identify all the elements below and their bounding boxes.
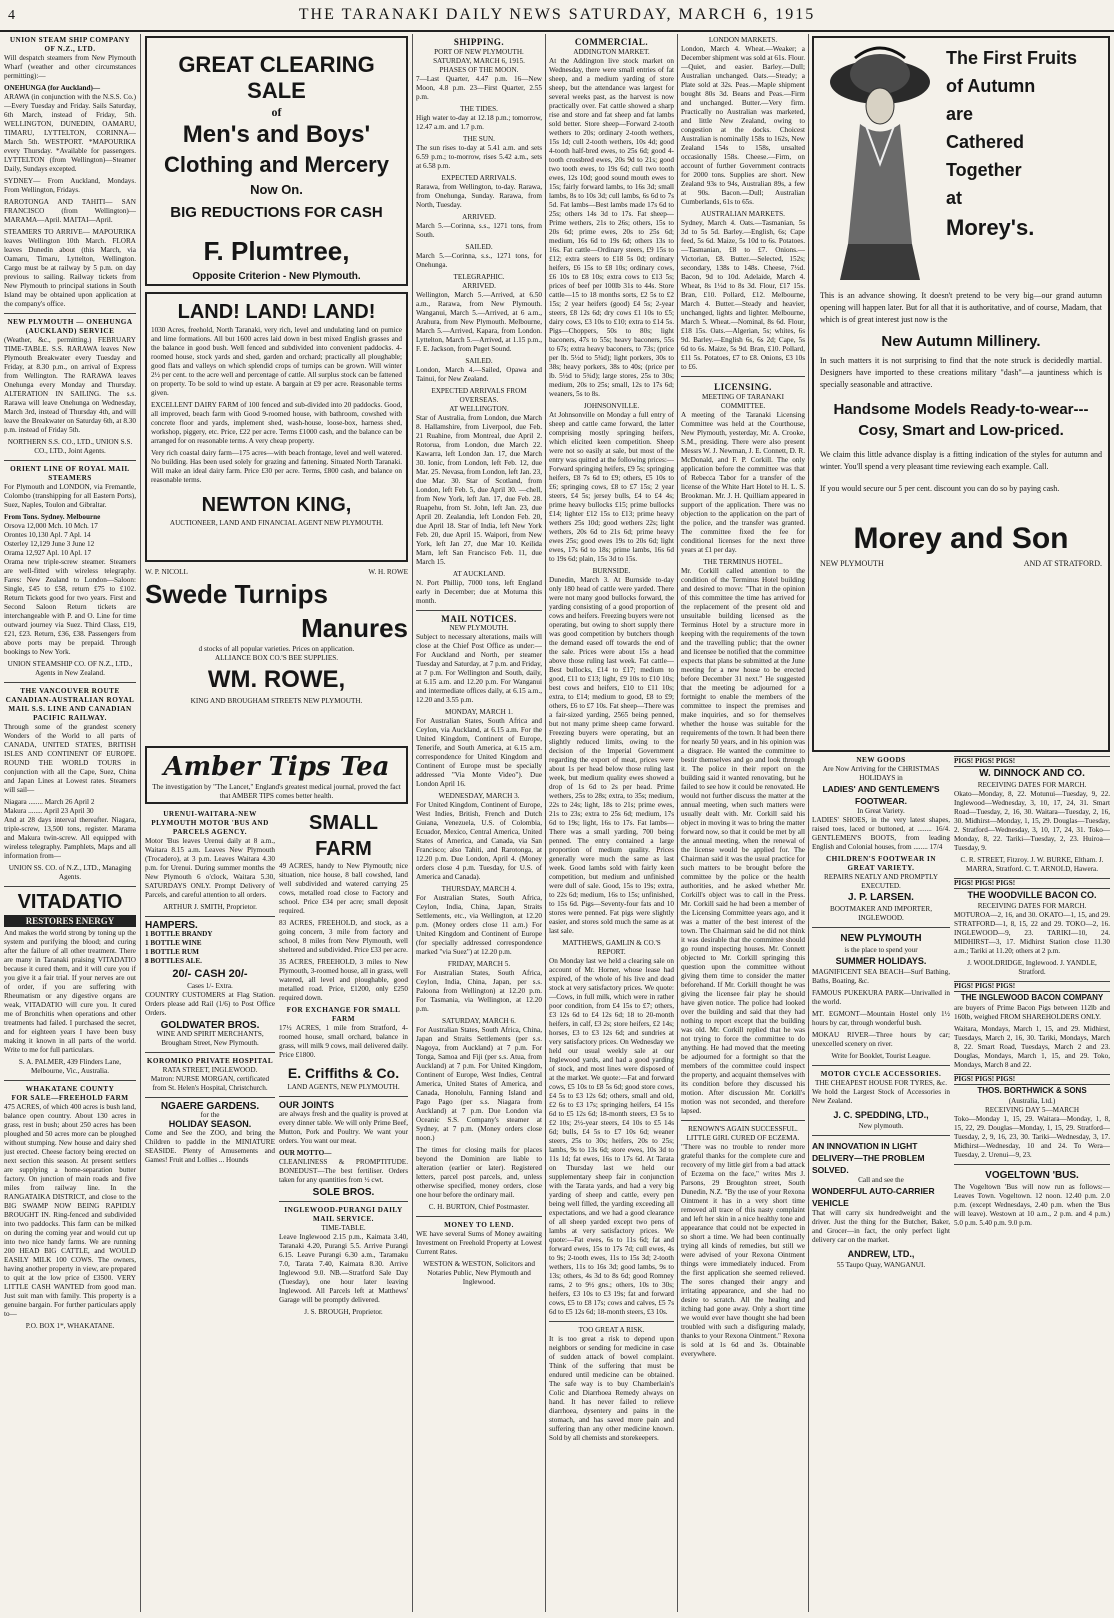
goods-footwear: LADIES' AND GENTLEMEN'S FOOTWEAR. bbox=[822, 784, 940, 806]
ngaere-holiday: HOLIDAY SEASON. bbox=[168, 1119, 252, 1129]
newspaper-title: THE TARANAKI DAILY NEWS SATURDAY, MARCH 6, 1915 bbox=[298, 6, 816, 23]
markets-column bbox=[681, 36, 805, 1612]
ngaere-for: for the bbox=[200, 1111, 220, 1119]
tides-heading: THE TIDES. bbox=[460, 105, 498, 113]
small-farm-item: 49 ACRES, handy to New Plymouth; nice situation, nice house, 8 ball cowshed, land well subdivided and watered carrying 25 cows, metalled road close to Factory and school. Price £34 per acre; small deposit required. bbox=[279, 862, 408, 915]
london-heading: LONDON MARKETS. bbox=[708, 36, 778, 44]
risk-heading: TOO GREAT A RISK. bbox=[578, 1326, 645, 1334]
summer-holidays: SUMMER HOLIDAYS. bbox=[835, 956, 927, 966]
saturday-heading: SATURDAY, MARCH 6. bbox=[442, 1017, 516, 1025]
np-place-text: is the place to spend your bbox=[844, 946, 918, 954]
shipping-date: SATURDAY, MARCH 6, 1915. bbox=[433, 57, 525, 65]
coastal-farm-body: Very rich coastal dairy farm—175 acres—with beach frontage, level and well watered. No building. Has been used solely for grazing and fattening. Situated North Taranaki. Will make an ideal dairy farm. Price £30 per acre. Terms, £800 cash, and balance on reasonable terms. bbox=[151, 449, 402, 484]
commercial-heading: COMMERCIAL. bbox=[574, 37, 649, 47]
mail-heading: MAIL NOTICES. bbox=[441, 614, 517, 624]
vogeltown-body: The Vogeltown 'Bus will now run as follows:— Leaves Town. Vogeltown. 12 noon. 12.40 p.m. 2.0 p.m. (except Wednesdays, 2.40 p.m. when the 'Bus will leave). Westown at 10 a.m., 2 p.m. and 4 p.m.) 5.0 p.m. 5.40 p.m. 9.0 p.m. bbox=[954, 1183, 1110, 1227]
plumtree-address: Opposite Criterion - New Plymouth. bbox=[192, 271, 361, 282]
wednesday-heading: WEDNESDAY, MARCH 3. bbox=[438, 792, 520, 800]
freehold-title: FOR SALE—FREEHOLD FARM bbox=[11, 1094, 129, 1102]
hamper-item: 1 BOTTLE RUM bbox=[145, 948, 199, 956]
beach-text: MAGNIFICENT SEA BEACH—Surf Bathing, Baths, Boating, &c. bbox=[812, 968, 950, 985]
dinnock-sign: C. R. STREET, Fitzroy. J. W. BURKE, Eltham. J. MARRA, Stratford. C. T. ARNOLD, Hawera. bbox=[960, 856, 1104, 873]
arrived-body: March 5.—Corinna, s.s., 1271 tons, from South. bbox=[416, 222, 542, 239]
hamper-item: 8 BOTTLES ALE. bbox=[145, 957, 202, 965]
pukekura-text: FAMOUS PUKEKURA PARK—Unrivalled in the world. bbox=[812, 989, 950, 1006]
sailings-text: ARAWA (in conjunction with the N.S.S. Co.)—Every Tuesday and Friday. Sails Saturday, 6th March, instead of Friday, 5th. WELLINGTON, DUNEDIN, OAMARU, TIMARU, LYTTELTON, CORINNA—March 5th. WESTPORT. *MAPOURIKA every Thursday. *Available for passengers. LYTTELTON (from Wellington)—Steamer Daily, Sundays excepted. bbox=[4, 93, 136, 173]
sun-heading: THE SUN. bbox=[463, 135, 495, 143]
dinnock-sub: RECEIVING DATES FOR MARCH. bbox=[977, 781, 1087, 789]
rarotonga-text: RAROTONGA AND TAHITI— SAN FRANCISCO (from Wellington)— MARAMA—April. MAITAI—April. bbox=[4, 198, 136, 224]
vitadatio-banner: RESTORES ENERGY bbox=[4, 915, 136, 927]
shipping-column bbox=[416, 36, 542, 1612]
divider bbox=[549, 1321, 674, 1322]
innovation-title: AN INNOVATION IN LIGHT DELIVERY—THE PROBLEM SOLVED. bbox=[812, 1141, 925, 1175]
hampers-note: Cases 1/- Extra. bbox=[187, 982, 233, 990]
purangi-body: Leave Inglewood 2.15 p.m., Kaimata 3.40, Taranaki 4.20, Purangi 5.5. Arrive Purangi 6.15. Leave Purangi 6.30 a.m., Taramaku 7.0, Tarata 7.40, Kaimata 8.30. Arrive Inglewood 9.0. NB.—Stratford Sale Day (Tuesday), one hour later leaving Inglewood. All Parcels left at Matthews' Garage will be promptly delivered. bbox=[279, 1233, 408, 1304]
criffiths-sub: LAND AGENTS, NEW PLYMOUTH. bbox=[287, 1083, 400, 1091]
thursday-heading: THURSDAY, MARCH 4. bbox=[441, 885, 517, 893]
auto-carrier-body: That will carry six hundredweight and the driver. Just the thing for the Butcher, Baker, and Grocer—in fact, the only perfect light delivery car on the market. bbox=[812, 1209, 950, 1244]
nicoll-name: W. P. NICOLL bbox=[145, 568, 188, 576]
ff-line: at bbox=[946, 188, 963, 208]
clearing-line2: Clothing and Mercery bbox=[164, 152, 389, 177]
vancouver-row: Makura ........ April 23 April 30 bbox=[4, 807, 94, 815]
goldwater-address: Brougham Street, New Plymouth. bbox=[161, 1039, 259, 1047]
andrew-address: 55 Taupo Quay, WANGANUI. bbox=[836, 1261, 926, 1269]
rexona-body: "There was no trouble to render more grateful thanks for the complete cure and recovery of my little girl from a bad attack of Eczema on the face," writes Mrs J. Parsons, 29 Broughton street, South Dunedin, N.Z. "By the use of your Rexona Ointment it has in a very short time removed all trace of this nasty complaint and left her skin in a nice healthy tone and appearance that could not be expected in so short a time. We had been continually trying all kinds of remedies, but still we were advised of your Rexona Ointment things were immediately induced. From the first application she seemed relieved. The sores changed their angry and irritating appearance, and she had no desire to scratch. All the healing and itching had gone away. Only a short time we would ever have thought she had been troubled with such a disfiguring malady, thanks to your Rexona Ointment." Rexona is sold at 1s 6d and 3s. Obtainable everywhere. bbox=[681, 1143, 805, 1358]
stocks-text: d stocks of all popular varieties. Prices on application. bbox=[198, 645, 355, 653]
new-millinery: New Autumn Millinery. bbox=[881, 333, 1041, 350]
pigs-heading: PIGS! PIGS! PIGS! bbox=[954, 981, 1110, 992]
ngaere-body: Come and See the ZOO, and bring the Children to paddle in the MINIATURE SEASIDE. Plenty of Amusements and Games! Fruit and Lollies ... Hounds bbox=[145, 1129, 275, 1164]
mail-np-heading: NEW PLYMOUTH. bbox=[449, 624, 509, 632]
friday-heading: FRIDAY, MARCH 5. bbox=[447, 960, 511, 968]
orient-body: For Plymouth and LONDON, via Fremantle, Colombo (transhipping for all Eastern Ports), Suez, Naples, Toulon and Gibraltar. bbox=[4, 483, 136, 509]
woodville-sub: RECEIVING DATES FOR MARCH. bbox=[977, 902, 1087, 910]
vitadatio-sign: S. A. PALMER, 439 Flinders Lane, Melbourne, Vic., Australia. bbox=[18, 1058, 122, 1075]
whakatane-title: WHAKATANE COUNTY bbox=[25, 1085, 115, 1093]
pigs-column bbox=[954, 756, 1110, 1270]
exchange-title: FOR EXCHANGE FOR SMALL FARM bbox=[286, 1006, 401, 1023]
borthwick-sub: (Australia, Ltd.) bbox=[1008, 1097, 1056, 1105]
ff-line: The First Fruits bbox=[946, 48, 1078, 68]
lower-col6 bbox=[812, 756, 1110, 1270]
motto-body: CLEANLINESS & PROMPTITUDE. BONEDUST—The best fertiliser. Orders taken for any quantities from ½ cwt. bbox=[279, 1158, 408, 1184]
moon-body: 7—Last Quarter, 4.47 p.m. 16—New Moon, 4.8 p.m. 23—First Quarter, 2.55 p.m. bbox=[416, 75, 542, 101]
morey-stratford: AND AT STRATFORD. bbox=[1023, 559, 1102, 568]
clearing-cash: BIG REDUCTIONS FOR CASH bbox=[170, 204, 383, 221]
divider bbox=[681, 1120, 805, 1121]
country-orders: COUNTRY CUSTOMERS at Flag Station. Orders please add Rail (1/6) to Post Office Orders. bbox=[145, 991, 275, 1017]
divider bbox=[4, 313, 136, 314]
burnside-heading: BURNSIDE. bbox=[592, 567, 631, 575]
aust-heading: AUSTRALIAN MARKETS. bbox=[701, 210, 785, 218]
sole-bros: SOLE BROS. bbox=[312, 1187, 375, 1198]
divider bbox=[812, 1065, 950, 1066]
timetable-title: TIME-TABLE. bbox=[321, 1224, 366, 1232]
borthwick-body: Toko—Monday 1, 15, 29. Waitara—Monday, 1, 8, 15, 22, 29. Douglas—Monday, 1, 15, 29. Stratford—Tuesday, 2, 9, 16, 23, 30. Tariki—Wednesday, 3, 17. Midhirst—Wednesday, 10 and 24. To Wera—Tuesday, 2. Urenui—9, 23. bbox=[954, 1115, 1110, 1159]
morey-ad bbox=[812, 36, 1110, 752]
hat-lady-illustration bbox=[820, 44, 940, 284]
lower-ads bbox=[145, 810, 408, 1317]
borthwick-name: THOS. BORTHWICK & SONS bbox=[977, 1086, 1087, 1095]
ngaere-title: NGAERE GARDENS. bbox=[160, 1101, 260, 1112]
wm-rowe: WM. ROWE, bbox=[207, 666, 346, 693]
motto-title: OUR MOTTO— bbox=[279, 1149, 332, 1157]
koromiko-title: KOROMIKO PRIVATE HOSPITAL bbox=[146, 1057, 274, 1065]
vogeltown-title: VOGELTOWN 'BUS. bbox=[985, 1170, 1079, 1181]
saturday-body: For Australian States, South Africa, China, Japan and Straits Settlements (per s.s. Nagoya, from Auckland) at 7 p.m. For Tonga, Samoa and Fiji (per s.s. Atua, from Auckland) at 7 p.m. For United Kingdom, Continent of Europe, West Indies, Central America, United States of America, and Canada, Honolulu, Fanning Island and Pago Pago (per s.s. Niagara from Auckland) at 7 p.m. Due London via Oceanic S.S. Company's steamer at Sydney, at 7 p.m. (Money orders close noon.) bbox=[416, 1026, 542, 1142]
arrive-text: STEAMERS TO ARRIVE— MAPOURIKA leaves Wellington 10th March. FLORA leaves Dunedin about (this March, via Oamaru, Timaru, Lyttelton, Wellington. Cargo must be at railway by 5 p.m. on day previous to sailing. Railway tickets from New Plymouth to principal stations in South Island may be obtained upon application at the company's office. bbox=[4, 228, 136, 308]
ff-line: Morey's. bbox=[946, 215, 1035, 240]
union-intro: Will despatch steamers from New Plymouth Wharf (weather and other circumstances permitting):— bbox=[4, 54, 136, 80]
divider bbox=[279, 1096, 408, 1097]
divider bbox=[4, 1080, 136, 1081]
orient-row: Orsova 12,000 Mch. 10 Mch. 17 bbox=[4, 522, 98, 530]
commercial-column bbox=[549, 36, 674, 1612]
union-title: UNION STEAM SHIP COMPANY OF N.Z., LTD. bbox=[9, 36, 131, 53]
arrived-heading: ARRIVED. bbox=[462, 213, 496, 221]
divider bbox=[681, 376, 805, 377]
divider bbox=[4, 886, 136, 887]
money-lend-sign: WESTON & WESTON, Solicitors and Notaries Public, New Plymouth and Inglewood. bbox=[422, 1260, 535, 1286]
discount-text: If you would secure our 5 per cent. discount you can do so by paying cash. bbox=[820, 484, 1060, 493]
orient-row: Orontes 10,130 Apl. 7 Apl. 14 bbox=[4, 531, 91, 539]
hampers-price: 20/- CASH 20/- bbox=[172, 968, 248, 980]
monday-body: For Australian States, South Africa and Ceylon, via Auckland, at 6.15 a.m. For the United Kingdom, Continent of Europe, Tenerife, and South America, at 6.15 a.m. correspondence for United Kingdom and Continent of Europe must be specially addressed "Via Monte Video"). Due London April 16. bbox=[416, 717, 542, 788]
column-rule bbox=[545, 34, 546, 1612]
vitadatio-body: And makes the world strong by toning up the system and purifying the blood; and curing after the failure of all other treatment. There are many in Taranaki praising VITADATIO because it cured them, and it will cure you if you give it a fair trial. If your nerves are out of order, if you are suffering with Rheumatism or any digestive organs are weak, VITADATIO will cure you. It cured me of Bronchitis when operations and other treatments had failed. I purchased the secret, and for eighteen years I have been busy making it known in all parts of the world. Write to me for full particulars. bbox=[4, 929, 136, 1054]
urenui-sign: ARTHUR J. SMITH, Proprietor. bbox=[163, 903, 257, 911]
wellington-heading: AT WELLINGTON. bbox=[449, 405, 509, 413]
woodville-body: MOTUROA—2, 16, and 30. OKATO—1, 15, and 29. STRATFORD—1, 8, 15, 22 and 29. TOKO—2, 16. INGLEWOOD—9, 23. TARIKI—10, 24. MIDHIRST—3, 17. Midhirst Station close 11.30 a.m.; Tariki at 11.20; others at 2 p.m. bbox=[954, 911, 1110, 955]
dairy-farm-body: EXCELLENT DAIRY FARM of 100 fenced and sub-divided into 20 paddocks. Good, all improved, beach farm with Good 9-roomed house, with bathroom, cowshed with concrete floor and yards, implement shed, wash-house, loose-box, harness shed, workshop, piggery, etc. Price, £22 per acre. Terms £1000 cash, and the balance can be arranged for on reasonable terms. A very cheap property. bbox=[151, 401, 402, 445]
first-fruits-text bbox=[946, 44, 1102, 284]
mail-body: Subject to necessary alterations, mails will close at the Chief Post Office as under:— For Auckland and North, per steamer Tuesday and Saturday, at 7 p.m. and Friday, at 7 p.m. For Wellington and South, daily, at 6.15 a.m. and 12.20 p.m. For Wanganui and intermediate offices daily, at 6.15 a.m., 12.20 and 3.55 p.m. bbox=[416, 633, 542, 704]
clearing-now: Now On. bbox=[250, 182, 303, 197]
london-body: London, March 4. Wheat.—Weaker; a December shipment was sold at 61s. Flour.—Quiet, and easier. Barley.—Dull; Australian unchanged. Oats.—Steady; a Plate sold at 32s. Peas.—Maple shipment bought 80s 3d. Beans and Peas.—Firm and unchanged. Butter.—Very firm. Practically no Australian was marketed, and little New Zealand, owing to congestion at the docks. Choicest Australian is nominally 158s to 162s, New Zealand 154s to 158s, unsalted occasionally 158s. Cheese.—Firm, on account of further Government contracts for 2000 tons. Supplies are short. New Zealand 93s to 94s, Australian 89s, a few at 90s. Bacon.—Dull; Australian Cumberlands, 61s to 65s. bbox=[681, 45, 805, 206]
land-title: LAND! LAND! LAND! bbox=[177, 301, 376, 323]
goods-body: LADIES' SHOES, in the very latest shapes, raised toes, laced or buttoned, at ........ 16/4. GENTLEMEN'S BOOTS, from leading English and Colonial houses, from ........ 17/4 bbox=[812, 816, 950, 851]
divider bbox=[279, 1201, 408, 1202]
hat-illustration bbox=[820, 44, 940, 284]
licensing-heading: LICENSING. bbox=[714, 382, 772, 392]
divider bbox=[812, 927, 950, 928]
purangi-title: INGLEWOOD-PURANGI DAILY MAIL SERVICE. bbox=[284, 1206, 403, 1223]
money-lend-heading: MONEY TO LEND. bbox=[444, 1221, 514, 1229]
shipping-ads-column bbox=[4, 36, 136, 1612]
goods-variety: In Great Variety. bbox=[857, 807, 905, 815]
swede-turnips: Swede Turnips bbox=[145, 579, 328, 609]
divider bbox=[416, 1216, 542, 1217]
urenui-body: Motor 'Bus leaves Urenui daily at 8 a.m., Waitara 8.15 a.m. Leaves New Plymouth (Trocadero), at 3 p.m. Leaves Waitara 4.30 p.m. for Urenui. During summer months the New Plymouth 6 o'clock, Waitara 5.30, SATURDAYS ONLY. Prompt Delivery of Parcels, and careful attention to all orders. bbox=[145, 837, 275, 899]
amber-tips-body: The investigation by "The Lancet," England's greatest medical journal, proved the fact that AMBER TIPS comes better health. bbox=[152, 783, 401, 800]
dinnock-body: Okato—Monday, 8, 22. Motunui—Tuesday, 9, 22. Inglewood—Wednesday, 3, 10, 17, 24, 31. Smart Road—Tuesday, 2, 16, 30. Waitara—Tuesday, 2, 16, 30. Midhirst—Monday, 1, 15, 29. Douglas—Tuesday, 2. Stratford—Wednesday, 3, 10, 17, 24, 31. Toko—Monday, 8, 22. Tariki—Tuesday, 2, 23. Huiroa—Tuesday, 9. bbox=[954, 790, 1110, 852]
goods-column bbox=[812, 756, 950, 1270]
column-rule bbox=[140, 34, 141, 1612]
overseas-heading: EXPECTED ARRIVALS FROM OVERSEAS. bbox=[431, 387, 527, 404]
risk-body: It is too great a risk to depend upon neighbors or sending for medicine in case of sudden attack of bowel complaint. Think of the suffering that must be endured until medicine can be obtained. The safe way is to buy Chamberlain's Colic and Diarrhoea Remedy always on hand. It has never failed to relieve diarrhoea, dysentery and pains in the stomach, and has saved more pain and suffering than any other medicine known. Sold by all chemists and storekeepers. bbox=[549, 1335, 674, 1442]
booklet-text: Write for Booklet, Tourist League. bbox=[831, 1052, 931, 1060]
moon-heading: PHASES OF THE MOON. bbox=[439, 66, 519, 74]
divider bbox=[4, 460, 136, 461]
pigs-heading: PIGS! PIGS! PIGS! bbox=[954, 878, 1110, 889]
np-agents: NORTHERN S.S. CO., LTD., UNION S.S. CO., LTD., Joint Agents. bbox=[7, 438, 133, 455]
friday-body: For Australian States, South Africa, Ceylon, India, China, Japan, per s.s. Paloona from Wellington) at 12.20 p.m. For Tasmania, via Wellington, at 12.20 p.m. bbox=[416, 969, 542, 1013]
alliance-text: ALLIANCE BOX CO.'S BEE SUPPLIES. bbox=[214, 654, 339, 662]
rowe-initials: W. H. ROWE bbox=[368, 568, 408, 576]
koromiko-address: RATA STREET, INGLEWOOD. bbox=[162, 1066, 258, 1074]
overseas-body: Star of Australia, from London, due March 8. Hallamshire, from Liverpool, due Feb. 21 Ruahine, from Montreal, due April 2. Rotorua, from London, due March 22. Kawarra, left London Jan. 17, due March 30. Ionic, from London, left Feb. 12, due Mar. 25. Nevasa, from London, left Jan. 23, due Mar. 30. Star of Scotland, from London, left Feb. 5, due April 30. —chell, from New York, left Jan. 17, due Feb. 28. Ruapehu, from St. John, left Jan. 23, due April 20. Zealandia, left London Feb. 20, due April 18. Star of India, left New York Feb. 20, due April 15. Waipori, from New York, left Jan 27, due Mar 10. Keilida Marn, left San Francisco Feb. 11, due March 15. bbox=[416, 414, 542, 566]
land-ad bbox=[145, 292, 408, 562]
matthews-body: On Monday last we held a clearing sale on account of Mr. Horner, whose lease had expired, of the whole of his live and dead stock at very satisfactory prices. We quote:—Cows, in full milk, which were in rather poor condition, from £4 15s to £7; others, £3 12s 6d to £4 12s 6d; 18 to 20-month heifers, in calf, £3 2s; store heifers, £2 14s; horses, £3 to £3 12s 6d; and sundries at very satisfactory prices. On Wednesday we held our usual weekly sale at our Inglewood yards, and had a good yarding of stock, and most lines were disposed of at the market. We quote:—Fat and forward cows, £5 10s to £8 5s 6d; good store cows, £4 5s to £3 12s 6d; others, small and old, £2 6s to £3 17s; springing heifers, £4 15s 6d to £5 12s 6d; 18-month steers, £3 5s to £2 10s; 2½-year steers, £4 10s to £5 14s 6d; bulls, £4 5s to £7 10s 6d; weaner steers, 25s to 30s; heifers, 20s to 25s; lambs, 9s to 13s 6d; store ewes, 10s 3d to 11s 1d; fat ewes, 16s to 17s 6d. At Tarata on Thursday last we held our supplementary sheep fair in conjunction with the Tarata yards, and had a very big yarding of sheep and cattle, every pen being well filled, the yarding exceeding all expectations, and we had a good clearance of all sheep yarded except two pens of lambs at very satisfactory prices. We quote:—Fat ewes, 6s to 11s 6d; fat and forward ewes, 15s to 17s 7d; cull ewes, 4s to 9s; 2-tooth ewes, 11s to 15s 3d; 2-tooth wethers, 11s to 16s 3d; good lambs, 9s to 13s; others, 4s 3d to 8s 6d; good Romney rams, 2 to 9½ gns.; others, 10s to 30s; heifers, £3 10s to £3 19s; fat and forward cows, £5 to £8 17s; cows and calves, £5 7s 6d to £5 12s 6d; 18-month steers, £3 10s. bbox=[549, 957, 674, 1316]
closing-note: The times for closing mails for places beyond the Dominion are liable to alteration (earlier or later). Registered letters, parcel post parcels, and, unless otherwise specified, money orders, close one hour before the ordinary mail. bbox=[416, 1146, 542, 1199]
criffiths-name: E. Criffiths & Co. bbox=[287, 1065, 400, 1081]
stock-held-text: We hold the Largest Stock of Accessories in New Zealand. bbox=[812, 1088, 950, 1105]
terminus-body: Mr. Corkill called attention to the condition of the Terminus Hotel building and desired to move: "That in the opinion of this committee the time has arrived for the replacement of the present old and unsuitable building licensed as the Terminus Hotel by a structure more in keeping with the requirements of the town and the travelling public; that the owner and licensee be notified that the committee expects that plans be submitted at the June meeting for a new house to be erected before December 31 next." He suggested that the meeting be adjourned for a fortnight to enable the members of the committee to inspect the premises and make inquiries, and so for themselves whether the house was suitable for the requirements of the town. It had been there for nearly 50 years, and in his opinion was a disgrace. He wanted the committee to bestir themselves and go and look through it. The police in their report on the building said it wanted renovating, but he failed to see how it could be renovated. He would not further discuss the matter at the annual meeting, when such matters were usually dealt with. Mr. Corkill said his object in moving it was to bring the matter forward now, so that it could be met by all the annual meeting, when the renewal of the license would be applied for. The Chairman said it was the usual practice for such matters to be brought before the committee by the police or the health authorities, and he asked whether Mr. Corkill's object was to call in the Press. Mr. Corkill said he had been a member of the Licensing Committee years ago, and it was a matter of the best interest of the town. The Chairman said he did not think it was desirable that the committee should go round inspecting houses. Mr. Connett objected to Mr. Corkill springing this question upon the committee without giving them time to consider the matter beforehand. If Mr. Corkill thought he was giving the licensee fair play he should have given notice. The police had looked over the building and said that they had nothing to report except that the building was old. Mr. Corkill replied that he was not trying to force the committee to do anything. He had moved that the meeting be adjourned for a fortnight so that the members of the committee could inspect the property, and acquaint themselves with its condition before they discussed his motion. After discussion Mr. Corkill's motion was not seconded, and therefore lapsed. bbox=[681, 567, 805, 1115]
freehold-body: 475 ACRES, of which 400 acres is bush land, balance open country. About 130 acres in grass, rest in bush; about 250 acres has been ploughed and 50 acres more can be ploughed without stumping. New house and dairy shed just erected. Cheese factory being erected on next section this season. At present settlers are supplying a home-separation butter factory. On junction of main roads and five miles from railway line. In the RANGATAIKA DISTRICT, and close to the BIG SWAMP NOW BEING RAPIDLY BROUGHT IN. Ring-fenced and subdivided into two paddocks. This farm can be milked on during the coming year and would cut up into two nice handy farms. We are running 200 HEAD BIG CATTLE, and WOULD EASILY MILK 100 COWS. The owners, having another property in view, are prepared to quit at the low price of £3500. VERY LITTLE CASH WANTED from good man. Just suit man with family. This property is a genuine bargain. For further particulars apply to— bbox=[4, 1103, 136, 1318]
hamper-item: 1 BOTTLE WINE bbox=[145, 939, 202, 947]
repairs-text: REPAIRS NEATLY AND PROMPTLY EXECUTED. bbox=[823, 873, 939, 890]
orient-table-head: From Tons. Sydney. Melbourne bbox=[4, 513, 101, 521]
divider bbox=[145, 916, 275, 917]
orient-agent: UNION STEAMSHIP CO. OF N.Z., LTD., Agents in New Zealand. bbox=[7, 660, 133, 677]
sailed-heading: SAILED. bbox=[465, 243, 493, 251]
millinery-body: In such matters it is not surprising to find that the note struck is decidedly martial. Designers have imported to these creations military "dash"—a jauntiness which is specially seasonable and attractive. bbox=[820, 356, 1102, 389]
ff-line: are bbox=[946, 104, 974, 124]
sailed-body: March 5.—Corinna, s.s., 1271 tons, for Onehunga. bbox=[416, 252, 542, 269]
shipping-heading: SHIPPING. bbox=[453, 37, 505, 47]
clearing-of: of bbox=[271, 105, 282, 119]
np-service-body: (Weather, &c., permitting.) FEBRUARY TIME-TABLE. S.S. RARAWA leaves New Plymouth Breakwater every Tuesday and Friday, at 8.30 p.m., on arrival of Express from Wellington. The RARAWA leaves Onehunga every Monday and Thursday. ALTERATION IN SAILING. The s.s. Rarawa will leave Onehunga on Wednesday, March 3rd, instead of Thursday 4th, and will leave the Breakwater on Saturday 6th, at 8.30 p.m. instead of Friday 5th. bbox=[4, 336, 136, 434]
rowe-ad bbox=[145, 568, 408, 746]
ff-body: This is an advance showing. It doesn't pretend to be very big—our grand autumn opening will happen later. But for all that it is authoritative, and of course, Madam, that which is of great interest just now is the bbox=[820, 291, 1102, 324]
manures: Manures bbox=[301, 613, 408, 643]
plumtree-name: F. Plumtree, bbox=[203, 236, 350, 266]
wednesday-body: For United Kingdom, Continent of Europe, West Indies, British, French and Dutch Guiana, Venezuela, U.S. of Colombia, Ecuador, Mexico, Central America, United States of America, and Canada, via San Francisco; also Tahiti, and Rarotonga, at 12.20 p.m. Due London, April 4. (Money orders close 4 p.m. Tuesday, for U.S. of America and Canada). bbox=[416, 801, 542, 881]
goldwater-name: GOLDWATER BROS. bbox=[160, 1020, 260, 1031]
sydney-text: SYDNEY— From Auckland, Mondays. From Wellington, Fridays. bbox=[4, 177, 136, 194]
auckland-heading: AT AUCKLAND. bbox=[452, 570, 506, 578]
matthews-heading: MATTHEWS, GAMLIN & CO.'S REPORT. bbox=[562, 939, 661, 956]
woodville-name: THE WOODVILLE BACON CO. bbox=[967, 890, 1097, 900]
monday-heading: MONDAY, MARCH 1. bbox=[445, 708, 513, 716]
addington-body: At the Addington live stock market on Wednesday, there were small entries of fat sheep, and a medium yarding of store sheep, but the attendance was largest for several weeks past, as the harvest is now practically over. Fat cattle showed a sharp rise and store and fat sheep and fat lambs sold better. Store sheep—Forward 2-tooth wethers to 20s; ordinary 2-tooth wethers, 15s 1d; cull 2-tooth wethers, 10s 4d; good 4-tooth half-bred ewes, to 25s 6d; good 4-tooth crossbred ewes, 20s 9d to 21s; good two tooth ewes, to 19s 6d; cull two tooth ewes, 12s 10d; good sound mouth ewes to 15s; fairly forward lambs, to 16s 3d; small lambs, 8s to 10s 3d; cull lambs, 6s 6d to 7s 5d. Fat lambs—Best lambs made 17s 6d to 25s; others 14s 3d to 17s. Fat sheep—Prime wethers, 21s to 26s; others, 15s to 20s 6d; prime ewes, 20s to 25s 6d; medium, 16s 6d to 19s 6d; others 13s to 16s. Fat cattle—Ordinary steers, £9 15s to £12; extra steers to £18 5s 0d; ordinary heifers, £6 15s to £8 10s; ordinary cows, £6 10s to £8 10s; extra cows to £13 5s; prices of beef per 100lb 31s to 44s. Store cattle—15 to 18 months sorts, £2 5s to £2 15s; 2 year heifers (good) £4 5s; 2-year steers, £8 12s 6d; dry cows £1 10s to £5; dairy cows, £3 10s to £10; extra to £14 5s. Pigs—Choppers, 50s to 80s; light baconers, 47s to 55s; heavy baconers, 55s to 67s; extra heavy baconers, to 73s; (price per lb. 5½d to 5¾d); light porkers, 30s to 38s; heavy porkers, 38s to 40s; (price per lb. 5½d to 5¾d); large stores, 25s to 30s; medium, 20s to 25s; small, 12s to 17s 6d; weaners, 5s to 8s. bbox=[549, 57, 674, 398]
display-ads-column bbox=[145, 36, 408, 1612]
vitadatio-title: VITADATIO bbox=[17, 891, 123, 913]
vancouver-row: Niagara ........ March 26 April 2 bbox=[4, 798, 95, 806]
np-holidays-title: NEW PLYMOUTH bbox=[840, 933, 922, 944]
spedding-name: J. C. SPEDDING, LTD., bbox=[833, 1110, 929, 1120]
larsen-name: J. P. LARSEN. bbox=[848, 892, 914, 903]
newton-king-name: NEWTON KING, bbox=[201, 494, 352, 516]
childrens-footwear: CHILDREN'S FOOTWEAR IN GREAT VARIETY. bbox=[825, 855, 937, 872]
cheapest-text: THE CHEAPEST HOUSE FOR TYRES, &c. bbox=[814, 1079, 948, 1087]
masthead bbox=[0, 0, 1114, 30]
hampers-title: HAMPERS. bbox=[145, 920, 198, 931]
exchange-body: 17½ ACRES, 1 mile from Stratford, 4-roomed house, small orchard, balance in grass, will milk 9 cows, mail delivered daily. Price £1800. bbox=[279, 1024, 408, 1059]
aust-body: Sydney, March 4. Oats.—Tasmanian, 5s 3d to 5s 5d. Barley.—English, 6s; Cape feed, 5s 6d. Maize, 5s 10d to 6s. Potatoes.—Tasmanian, £8 to £7. Onions.—Victorian, £8. Butter.—Selected, 152s; secondary, 138s to 148s. Cheese, 7½d. Bacon, 9d to 10d. Adelaide, March 4. Wheat, 8s 1½d to 8s 3d. Flour, £17 15s. Bran, £10. Pollard, £12. Melbourne, March 4. Butter.—Steady and heavier, unchanged, lights and lighter. Melbourne, March 5. Wheat.—Nominal, 8s 6d. Flour, £18 15s. Oats.—Algerian, 5s; whites, 6s 9d. Barley.—English 6s, 6s 2d; Cape, 5s 6d to 6s. Maize, 5s 9d. Bran, £10. Pollard, £11 5s. Potatoes, £7 to £8. Onions, £3 10s to £6. bbox=[681, 219, 805, 371]
vancouver-agent: UNION SS. CO. of N.Z., LTD., Managing Agents. bbox=[8, 864, 132, 881]
rexona-heading: RENOWN'S AGAIN SUCCESSFUL. LITTLE GIRL CURED OF ECZEMA. bbox=[686, 1125, 800, 1142]
joints-body: are always fresh and the quality is proved at every dinner table. We will only Prime Beef, Mutton, Pork and Poultry. We want your orders. You want our meat. bbox=[279, 1110, 408, 1145]
burnside-body: Dunedin, March 3. At Burnside to-day only 180 head of cattle were yarded. There were not many good bullocks forward, the yarding consisting of a good proportion of cows and heifers. Freezing buyers were not operating, but owing to short supply there was good competition by butchers though the demand eased off towards the end of the sale. Prices were about 15s a head above those ruling last week. Fat cattle—Best bullocks, £14 to £17; medium to good, £11 to £13; light, £9 10s to £10 10s; best cows and heifers, £10 to £11 10s; extra, to £14; medium to good, £8 to £9; others, £6 to £7 10s. Fat sheep—There was a fair-sized yarding, 2565 being penned, but not many prime sheep came forward. Freezing buyers were operating, but an slightly reduced limits, owing to the decision of the Imperial Government regarding the export of meat, prices were about 1s per head below those ruling last week, but medium quality ewes showed a drop of 1s 6d to 2s per head. Prime wethers, 25s to 28s; extra, to 35s; medium, 22s to 24s; light, 18s to 21s; prime ewes, 21s to 23s; extra to 25s 6d; medium, 17s 6d to 19s; light, 16s to 17s. Fat lambs—There was a small yarding, 700 being penned. The entry contained a large proportion of medium quality. Prices generally were much the same as last week. Good lambs sold with fairly keen competition, but medium and unfinished were dull of sale. Good, 15s to 19s; extra, to 22s 6d; medium, 16s to 15s; unfinished, to 15s 6d. Pigs—Seventy-four fats and 10 stores were penned. Fat pigs were slightly easier, and stores sold much the same as at last sale. bbox=[549, 576, 674, 935]
masthead-rule bbox=[0, 30, 1114, 32]
licensing-body: A meeting of the Taranaki Licensing Committee was held at the Courthouse, New Plymouth, yesterday, Mr. A. Crooke, S.M., presiding. There were also present Messrs W. J. Newman, J. E. Connett, D. R. McDonald, and F. P. Corkill. The only application before the committee was that of Rebecca Tabor for a transfer of the license of the White Hart Hotel to H. L. S. Brookman. Mr. J. H. Quilliam appeared in support of the application. There was no objection to the application on the part of the police, and the transfer was granted. The committee fixed the fee for conditional licenses for the next three years at £1 per day. bbox=[681, 411, 805, 554]
call-see-text: Call and see the bbox=[858, 1176, 904, 1184]
tel-arrived-body: Wellington, March 5.—Arrived, at 6.50 a.m., Rarawa, from New Plymouth. Wanganui, March 5.—Arrived, at 6 a.m., Arahura, from New Plymouth. Melbourne, March 5.—Arrived, Kapara, from London. Lyttelton, March 5.—Arrived, at 1.15 p.m., F. E. Jackson, from Puget Sound. bbox=[416, 291, 542, 353]
morey-son: Morey and Son bbox=[853, 522, 1069, 555]
clearing-sale-ad bbox=[145, 36, 408, 286]
expected-heading: EXPECTED ARRIVALS. bbox=[441, 174, 517, 182]
telegraphic-heading: TELEGRAPHIC. bbox=[453, 273, 505, 281]
orient-note: Orama new triple-screw steamer. Steamers are well-fitted with wireless telegraphy. Fares: New Zealand to London—Saloon: Single, £45 to £58, return £75 to £102. Return Tickets good for two years. First and Second Saloon Return tickets are interchangeable with P. and O. Line for time outward journey via Suez. Third Class, £19, £21, £23. Return, £36, £38. Passengers from above ports may be prepaid. Through bookings to New York. bbox=[4, 558, 136, 656]
orient-title: ORIENT LINE OF ROYAL MAIL STEAMERS bbox=[10, 465, 130, 482]
andrew-name: ANDREW, LTD., bbox=[847, 1249, 915, 1259]
tel-sailed-heading: SAILED. bbox=[465, 357, 493, 365]
johnsonville-body: At Johnsonville on Monday a full entry of sheep and cattle came forward, the latter comprising mostly springing heifers, which elicited keen competition. Sheep were not so easily at sale, but most of the entry was quitted at the following prices:—Forward springing heifers, £9 5s; springing heifers, £8 7s 6d to £9; others, £5 10s to £6; springing cows, £8 to £7 15s; 2 year steers, £4 5s; jersey bulls, £4 to £4 4s; prime heavy bullocks £15; prime bullocks £14; lighter £12 15s to £13; prime heavy wethers 25s 10d; good wethers 22s; light wethers, 20s 6d to 21s 6d; prime heavy ewes 25s; good ewes 19s to 20s 6d; light ewes, 17s 6d to 18s; prime lambs, 16s 6d to 19s 6d; plain, 15s 3d to 15s. bbox=[549, 411, 674, 563]
newton-king-sub: AUCTIONEER, LAND AND FINANCIAL AGENT NEW PLYMOUTH. bbox=[169, 519, 384, 527]
divider bbox=[812, 1135, 950, 1136]
land-body: 1030 Acres, freehold, North Taranaki, very rich, level and undulating land on pumice and lime formations. All but 1600 acres laid down in best mixed English grasses and the balance in good bush. Well fenced and subdivided into convenient paddocks. 4-roomed house, stock yards and shed, garden and orchard; practically all ploughable; good flats and valleys on which splendid crops of turnips can be grown. Will winter 2½ per cent. to the acre well and percentage of cattle. All surplus stock can be fattened on property. To be sold to wind up estate. A bargain at £9 per acre. Reasonable terms given. bbox=[151, 326, 402, 397]
amber-tips-ad bbox=[145, 746, 408, 804]
claim-text: We claim this little advance display is a fitting indication of the styles for autumn and winter. You'll spend a very pleasant time reviewing each example. Call. bbox=[820, 450, 1102, 471]
np-service-title: NEW PLYMOUTH — ONEHUNGA (AUCKLAND) SERVICE bbox=[7, 318, 133, 335]
morey-top bbox=[820, 44, 1102, 284]
divider bbox=[954, 1164, 1110, 1165]
orient-row: Osterley 12,129 June 3 June 12 bbox=[4, 540, 95, 548]
tides-body: High water to-day at 12.18 p.m.; tomorrow, 12.47 a.m. and 1.7 p.m. bbox=[416, 114, 542, 131]
thursday-body: For Australian States, South Africa, Ceylon, India, China, Japan, Straits Settlements, etc., via Wellington, at 12.20 p.m. (Money orders close 11 a.m.) For United Kingdom and Continent of Europe (for specially addressed correspondence marked "via Suez") at 12.20 p.m. bbox=[416, 894, 542, 956]
postmaster-sign: C. H. BURTON, Chief Postmaster. bbox=[428, 1203, 530, 1211]
lower-left-ads bbox=[145, 810, 275, 1317]
mokau-text: MOKAU RIVER—Three hours by car; unexcelled scenery on river. bbox=[812, 1031, 950, 1048]
goods-title: NEW GOODS bbox=[856, 756, 906, 764]
page-number: 4 bbox=[8, 8, 17, 23]
woodville-sign: J. WOOLDRIDGE, Inglewood. J. YANDLE, Stratford. bbox=[967, 959, 1097, 976]
egmont-text: MT. EGMONT—Mountain Hostel only 1½ hours by car, through wonderful bush. bbox=[812, 1010, 950, 1027]
lower-right-ads bbox=[279, 810, 408, 1317]
ff-line: Together bbox=[946, 160, 1022, 180]
pigs-heading: PIGS! PIGS! PIGS! bbox=[954, 1074, 1110, 1085]
vancouver-note: And at 28 days interval thereafter. Niagara, triple-screw, 13,500 tons, register. Marama and Makura twin-screw. All equipped with wireless telegraphy. Pamphlets, Maps and all information from— bbox=[4, 816, 136, 860]
morey-locations bbox=[820, 559, 1102, 568]
tel-arrived-heading: ARRIVED. bbox=[462, 282, 496, 290]
spedding-np: New plymouth. bbox=[858, 1122, 904, 1130]
amber-tips-title: Amber Tips Tea bbox=[163, 752, 390, 782]
inglewood-bacon-name: THE INGLEWOOD BACON COMPANY bbox=[960, 993, 1104, 1002]
pigs-heading: PIGS! PIGS! PIGS! bbox=[954, 756, 1110, 767]
terminus-heading: THE TERMINUS HOTEL. bbox=[703, 558, 783, 566]
column-rule bbox=[412, 34, 413, 1612]
small-farm-item: 35 ACRES, FREEHOLD, 3 miles to New Plymouth, 3-roomed house, all in grass, well watered, all level and ploughable, good metalled road. Price, £1200, only £250 required down. bbox=[279, 958, 408, 1002]
licensing-sub: MEETING OF TARANAKI COMMITTEE. bbox=[702, 393, 784, 410]
goldwater-sub: WINE AND SPIRIT MERCHANTS, bbox=[156, 1030, 264, 1038]
goods-sub: Are Now Arriving for the CHRISTMAS HOLIDAYS in bbox=[822, 765, 940, 782]
vancouver-body: Through some of the grandest scenery Wonders of the World to all parts of CANADA, UNITED STATES, BRITISH ISLES AND CONTINENT OF EUROPE. ROUND THE WORLD TOURS in conjunction with all the Cape, Suez, China and Japan Lines at Lowest rates. Steamers will sail— bbox=[4, 723, 136, 794]
purangi-sign: J. S. BROUGH, Proprietor. bbox=[304, 1308, 383, 1316]
clearing-title: GREAT CLEARING SALE bbox=[178, 52, 375, 103]
column-rule bbox=[808, 34, 809, 1612]
motor-cycle-title: MOTOR CYCLE ACCESSORIES. bbox=[820, 1070, 942, 1078]
freehold-sign: P.O. BOX 1*, WHAKATANE. bbox=[25, 1322, 115, 1330]
johnsonville-heading: JOHNSONVILLE. bbox=[583, 402, 640, 410]
addington-heading: ADDINGTON MARKET. bbox=[573, 48, 650, 56]
borthwick-recv: RECEIVING DAY 5—MARCH bbox=[984, 1106, 1080, 1114]
vancouver-title: THE VANCOUVER ROUTE CANADIAN-AUSTRALIAN ROYAL MAIL S.S. LINE AND CANADIAN PACIFIC RAILWAY. bbox=[5, 687, 135, 722]
divider bbox=[145, 1097, 275, 1098]
handsome-models: Handsome Models Ready-to-wear---Cosy, Smart and Low-priced. bbox=[833, 401, 1089, 439]
money-lend-body: WE have several Sums of Money awaiting Investment on Freehold Property at Lowest Current Rates. bbox=[416, 1230, 542, 1256]
small-farm-item: 83 ACRES, FREEHOLD, and stock, as a going concern, 3 mile from factory and school, 8 miles from New Plymouth, well sheltered and subdivided. Price £33 per acre. bbox=[279, 919, 408, 954]
sun-body: The sun rises to-day at 5.41 a.m. and sets 6.59 p.m.; to-morrow, rises 5.42 a.m., sets at 6.58 p.m. bbox=[416, 144, 542, 170]
auckland-body: N. Port Phillip, 7000 tons, left England early in December; due at Motuma this month. bbox=[416, 579, 542, 605]
morey-np: NEW PLYMOUTH bbox=[820, 559, 884, 568]
ff-line: Cathered bbox=[946, 132, 1025, 152]
inglewood-bacon-sub: are buyers of Prime Bacon Pigs between 112lb and 160lb, weighed FROM SHAREHOLDERS ONLY. bbox=[954, 1004, 1110, 1021]
larsen-sub: BOOTMAKER AND IMPORTER, INGLEWOOD. bbox=[830, 905, 932, 922]
hamper-item: 1 BOTTLE BRANDY bbox=[145, 930, 213, 938]
ff-line: of Autumn bbox=[946, 76, 1036, 96]
small-farm-title: SMALL FARM bbox=[309, 812, 378, 860]
tel-sailed-body: London, March 4.—Sailed, Opawa and Tainui, for New Zealand. bbox=[416, 366, 542, 383]
dinnock-name: W. DINNOCK AND CO. bbox=[979, 768, 1085, 779]
divider bbox=[4, 682, 136, 683]
joints-title: OUR JOINTS bbox=[279, 1100, 335, 1110]
divider bbox=[145, 1052, 275, 1053]
divider bbox=[416, 610, 542, 611]
onehunga-heading: ONEHUNGA (for Auckland)— bbox=[4, 84, 101, 92]
port-heading: PORT OF NEW PLYMOUTH. bbox=[434, 48, 524, 56]
urenui-title: URENUI-WAITARA-NEW PLYMOUTH MOTOR 'BUS AND PARCELS AGENCY. bbox=[151, 810, 269, 836]
inglewood-bacon-body: Waitara, Mondays, March 1, 15, and 29. Midhirst, Tuesdays, March 2, 16, 30. Tariki, Mondays, March 8, 22. Smart Road, Tuesdays, March 2 and 23. Douglas, Mondays, March 1, 15, and 29. Toko, Mondays, March 8 and 22. bbox=[954, 1025, 1110, 1069]
auto-carrier-title: WONDERFUL AUTO-CARRIER VEHICLE bbox=[812, 1186, 935, 1208]
orient-row: Orama 12,927 Apl. 10 Apl. 17 bbox=[4, 549, 92, 557]
koromiko-body: Matron: NURSE MORGAN, certificated from St. Helen's Hospital, Christchurch. bbox=[150, 1075, 270, 1092]
column-rule bbox=[677, 34, 678, 1612]
rowe-address: KING AND BROUGHAM STREETS NEW PLYMOUTH. bbox=[190, 697, 363, 705]
morey-and-pigs-column bbox=[812, 36, 1110, 1612]
clearing-line1: Men's and Boys' bbox=[182, 121, 371, 148]
expected-body: Rarawa, from Wellington, to-day. Rarawa, from Onehunga, Sunday. Rarawa, from North, Tuesday. bbox=[416, 183, 542, 209]
